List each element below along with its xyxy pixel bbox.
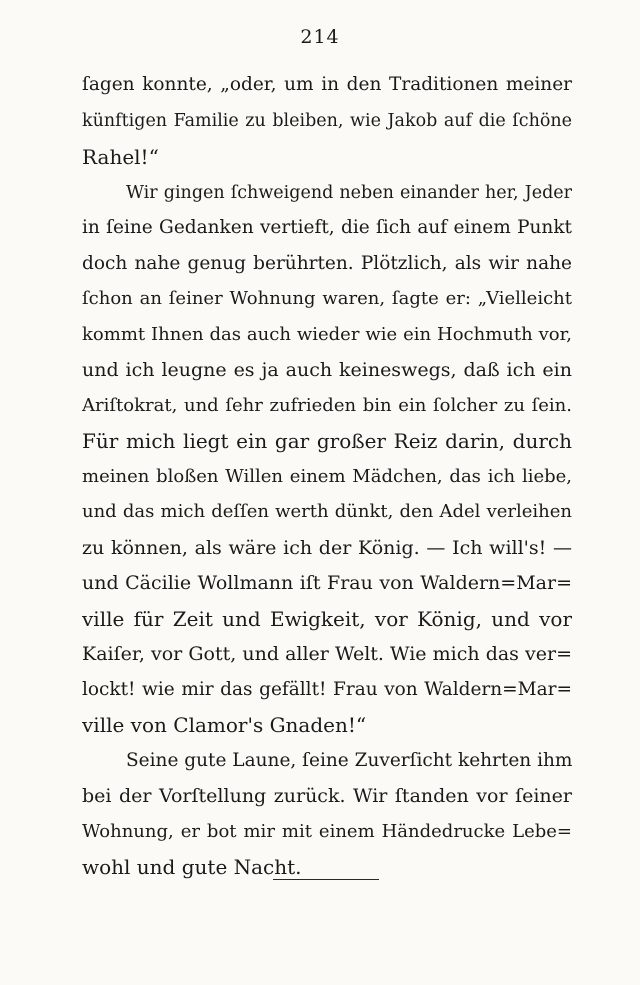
text-line: ville für Zeit und Ewigkeit, vor König, und vor — [82, 607, 572, 631]
text-line: Rahel!“ — [82, 145, 159, 169]
text-line: in ſeine Gedanken vertieft, die ſich auf einem Punkt — [82, 217, 572, 238]
text-line: Wohnung, er bot mir mit einem Händedrucke Lebe= — [82, 821, 572, 842]
text-line: ſagen konnte, „oder, um in den Traditionen meiner — [82, 74, 572, 95]
paragraph-start-line: Seine gute Laune, ſeine Zuverſicht kehrten ihm — [126, 750, 572, 771]
text-line: und Cäcilie Wollmann iſt Frau von Waldern=Mar= — [82, 572, 572, 594]
text-line: Für mich liegt ein gar großer Reiz darin, durch — [82, 429, 572, 453]
text-line: und das mich deſſen werth dünkt, den Adel verleihen — [82, 501, 572, 522]
text-line: kommt Ihnen das auch wieder wie ein Hochmuth vor, — [82, 324, 572, 345]
text-line: zu können, als wäre ich der König. — Ich will's! — — [82, 537, 572, 559]
paragraph-start-line: Wir gingen ſchweigend neben einander her, Jeder — [126, 183, 572, 203]
section-divider — [273, 879, 379, 880]
text-line: künftigen Familie zu bleiben, wie Jakob auf die ſchöne — [82, 111, 572, 131]
text-line: doch nahe genug berührten. Plötzlich, als wir nahe — [82, 253, 572, 274]
text-line: meinen bloßen Willen einem Mädchen, das ich liebe, — [82, 466, 572, 487]
text-line: wohl und gute Nacht. — [82, 855, 302, 879]
text-line: lockt! wie mir das gefällt! Frau von Waldern=Mar= — [82, 679, 572, 700]
text-line: ville von Clamor's Gnaden!“ — [82, 713, 367, 737]
text-line: Kaiſer, vor Gott, und aller Welt. Wie mich das ver= — [82, 643, 572, 665]
text-line: Ariſtokrat, und ſehr zufrieden bin ein ſolcher zu ſein. — [82, 395, 572, 416]
text-line: ſchon an ſeiner Wohnung waren, ſagte er: „Vielleicht — [82, 288, 572, 309]
text-line: und ich leugne es ja auch keineswegs, daß ich ein — [82, 359, 572, 381]
page-number: 214 — [300, 26, 340, 48]
text-line: bei der Vorſtellung zurück. Wir ſtanden vor ſeiner — [82, 785, 572, 807]
